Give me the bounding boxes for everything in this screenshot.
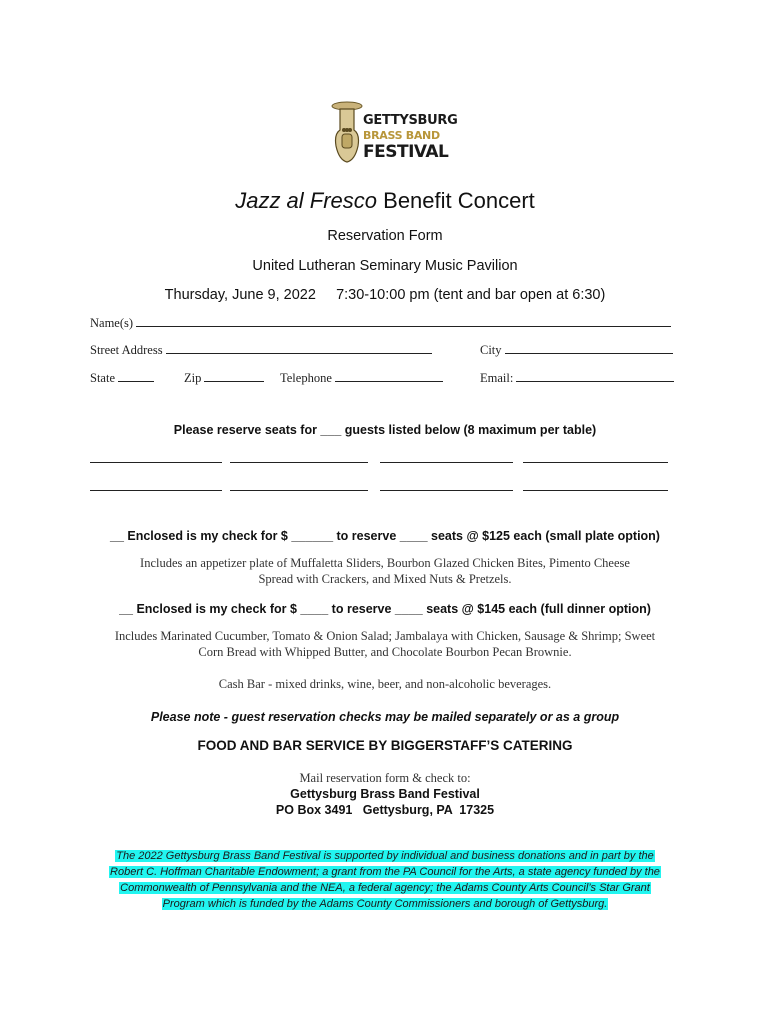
city-field[interactable] bbox=[480, 341, 673, 358]
catering-line: FOOD AND BAR SERVICE BY BIGGERSTAFF’S CATERING bbox=[197, 738, 573, 753]
logo-text-festival: FESTIVAL bbox=[363, 142, 449, 162]
zip-label: Zip bbox=[184, 371, 202, 385]
option1-desc-line2: Spread with Crackers, and Mixed Nuts & Pretzels. bbox=[258, 572, 512, 586]
option2-heading: __ Enclosed is my check for $ ____ to reserve ____ seats @ $145 each (full dinner option) bbox=[119, 602, 651, 616]
names-input-line[interactable] bbox=[136, 314, 671, 327]
mail-address: PO Box 3491 Gettysburg, PA 17325 bbox=[275, 803, 495, 817]
logo-text-brass-band: BRASS BAND bbox=[363, 129, 440, 142]
state-field[interactable] bbox=[90, 369, 154, 386]
guest-name-line-8[interactable] bbox=[523, 490, 668, 491]
sponsorship-text: The 2022 Gettysburg Brass Band Festival is supported by individual and business donations and in part by the Robert C. Hoffman Charitable Endowment; a grant from the PA Council for the Arts, a state agency funded by the Commonwealth of Pennsylvania and the NEA, a federal agency; the Adams County Arts Council’s Star Grant Program which is funded by the Adams County Commissioners and borough of Gettysburg. bbox=[110, 850, 660, 910]
street-label: Street Address bbox=[90, 343, 163, 357]
mailing-note: Please note - guest reservation checks may be mailed separately or as a group bbox=[150, 710, 620, 724]
form-subtitle: Reservation Form bbox=[327, 228, 443, 244]
zip-field[interactable] bbox=[184, 369, 264, 386]
festival-logo bbox=[330, 100, 458, 168]
date-line: Thursday, June 9, 2022 7:30-10:00 pm (tent and bar open at 6:30) bbox=[164, 287, 606, 303]
street-field[interactable] bbox=[90, 341, 432, 358]
city-label: City bbox=[480, 343, 502, 357]
logo-text-gettysburg: GETTYSBURG bbox=[363, 113, 458, 128]
guest-name-line-1[interactable] bbox=[90, 462, 222, 463]
title-rest: Benefit Concert bbox=[377, 188, 535, 213]
city-input-line[interactable] bbox=[505, 341, 673, 354]
sponsorship-note bbox=[100, 848, 670, 912]
guest-name-line-7[interactable] bbox=[380, 490, 513, 491]
email-field[interactable] bbox=[480, 369, 674, 386]
mail-org: Gettysburg Brass Band Festival bbox=[290, 787, 480, 801]
option1-desc-line1: Includes an appetizer plate of Muffaletta Sliders, Bourbon Glazed Chicken Bites, Pimento Cheese bbox=[140, 556, 630, 570]
email-label: Email: bbox=[480, 371, 514, 385]
guest-name-line-6[interactable] bbox=[230, 490, 368, 491]
guest-name-line-5[interactable] bbox=[90, 490, 222, 491]
title-italic: Jazz al Fresco bbox=[235, 188, 378, 213]
cash-bar-line: Cash Bar - mixed drinks, wine, beer, and non-alcoholic beverages. bbox=[218, 677, 552, 691]
venue-line: United Lutheran Seminary Music Pavilion bbox=[252, 258, 518, 274]
mail-intro: Mail reservation form & check to: bbox=[299, 771, 471, 785]
telephone-label: Telephone bbox=[280, 371, 332, 385]
zip-input-line[interactable] bbox=[204, 369, 264, 382]
names-field[interactable] bbox=[90, 314, 671, 331]
option2-desc-line2: Corn Bread with Whipped Butter, and Chocolate Bourbon Pecan Brownie. bbox=[198, 645, 572, 659]
state-label: State bbox=[90, 371, 115, 385]
page-title bbox=[0, 188, 770, 214]
names-label: Name(s) bbox=[90, 316, 134, 330]
guest-name-line-3[interactable] bbox=[380, 462, 513, 463]
telephone-field[interactable] bbox=[280, 369, 443, 386]
tuba-icon bbox=[330, 100, 364, 168]
reserve-seats-line: Please reserve seats for ___ guests listed below (8 maximum per table) bbox=[173, 423, 597, 437]
street-input-line[interactable] bbox=[166, 341, 432, 354]
state-input-line[interactable] bbox=[118, 369, 154, 382]
telephone-input-line[interactable] bbox=[335, 369, 443, 382]
option1-heading: __ Enclosed is my check for $ ______ to reserve ____ seats @ $125 each (small plate option) bbox=[110, 529, 660, 543]
guest-name-line-4[interactable] bbox=[523, 462, 668, 463]
option2-desc-line1: Includes Marinated Cucumber, Tomato & Onion Salad; Jambalaya with Chicken, Sausage & Shrimp; Sweet bbox=[114, 629, 656, 643]
guest-name-line-2[interactable] bbox=[230, 462, 368, 463]
email-input-line[interactable] bbox=[516, 369, 674, 382]
